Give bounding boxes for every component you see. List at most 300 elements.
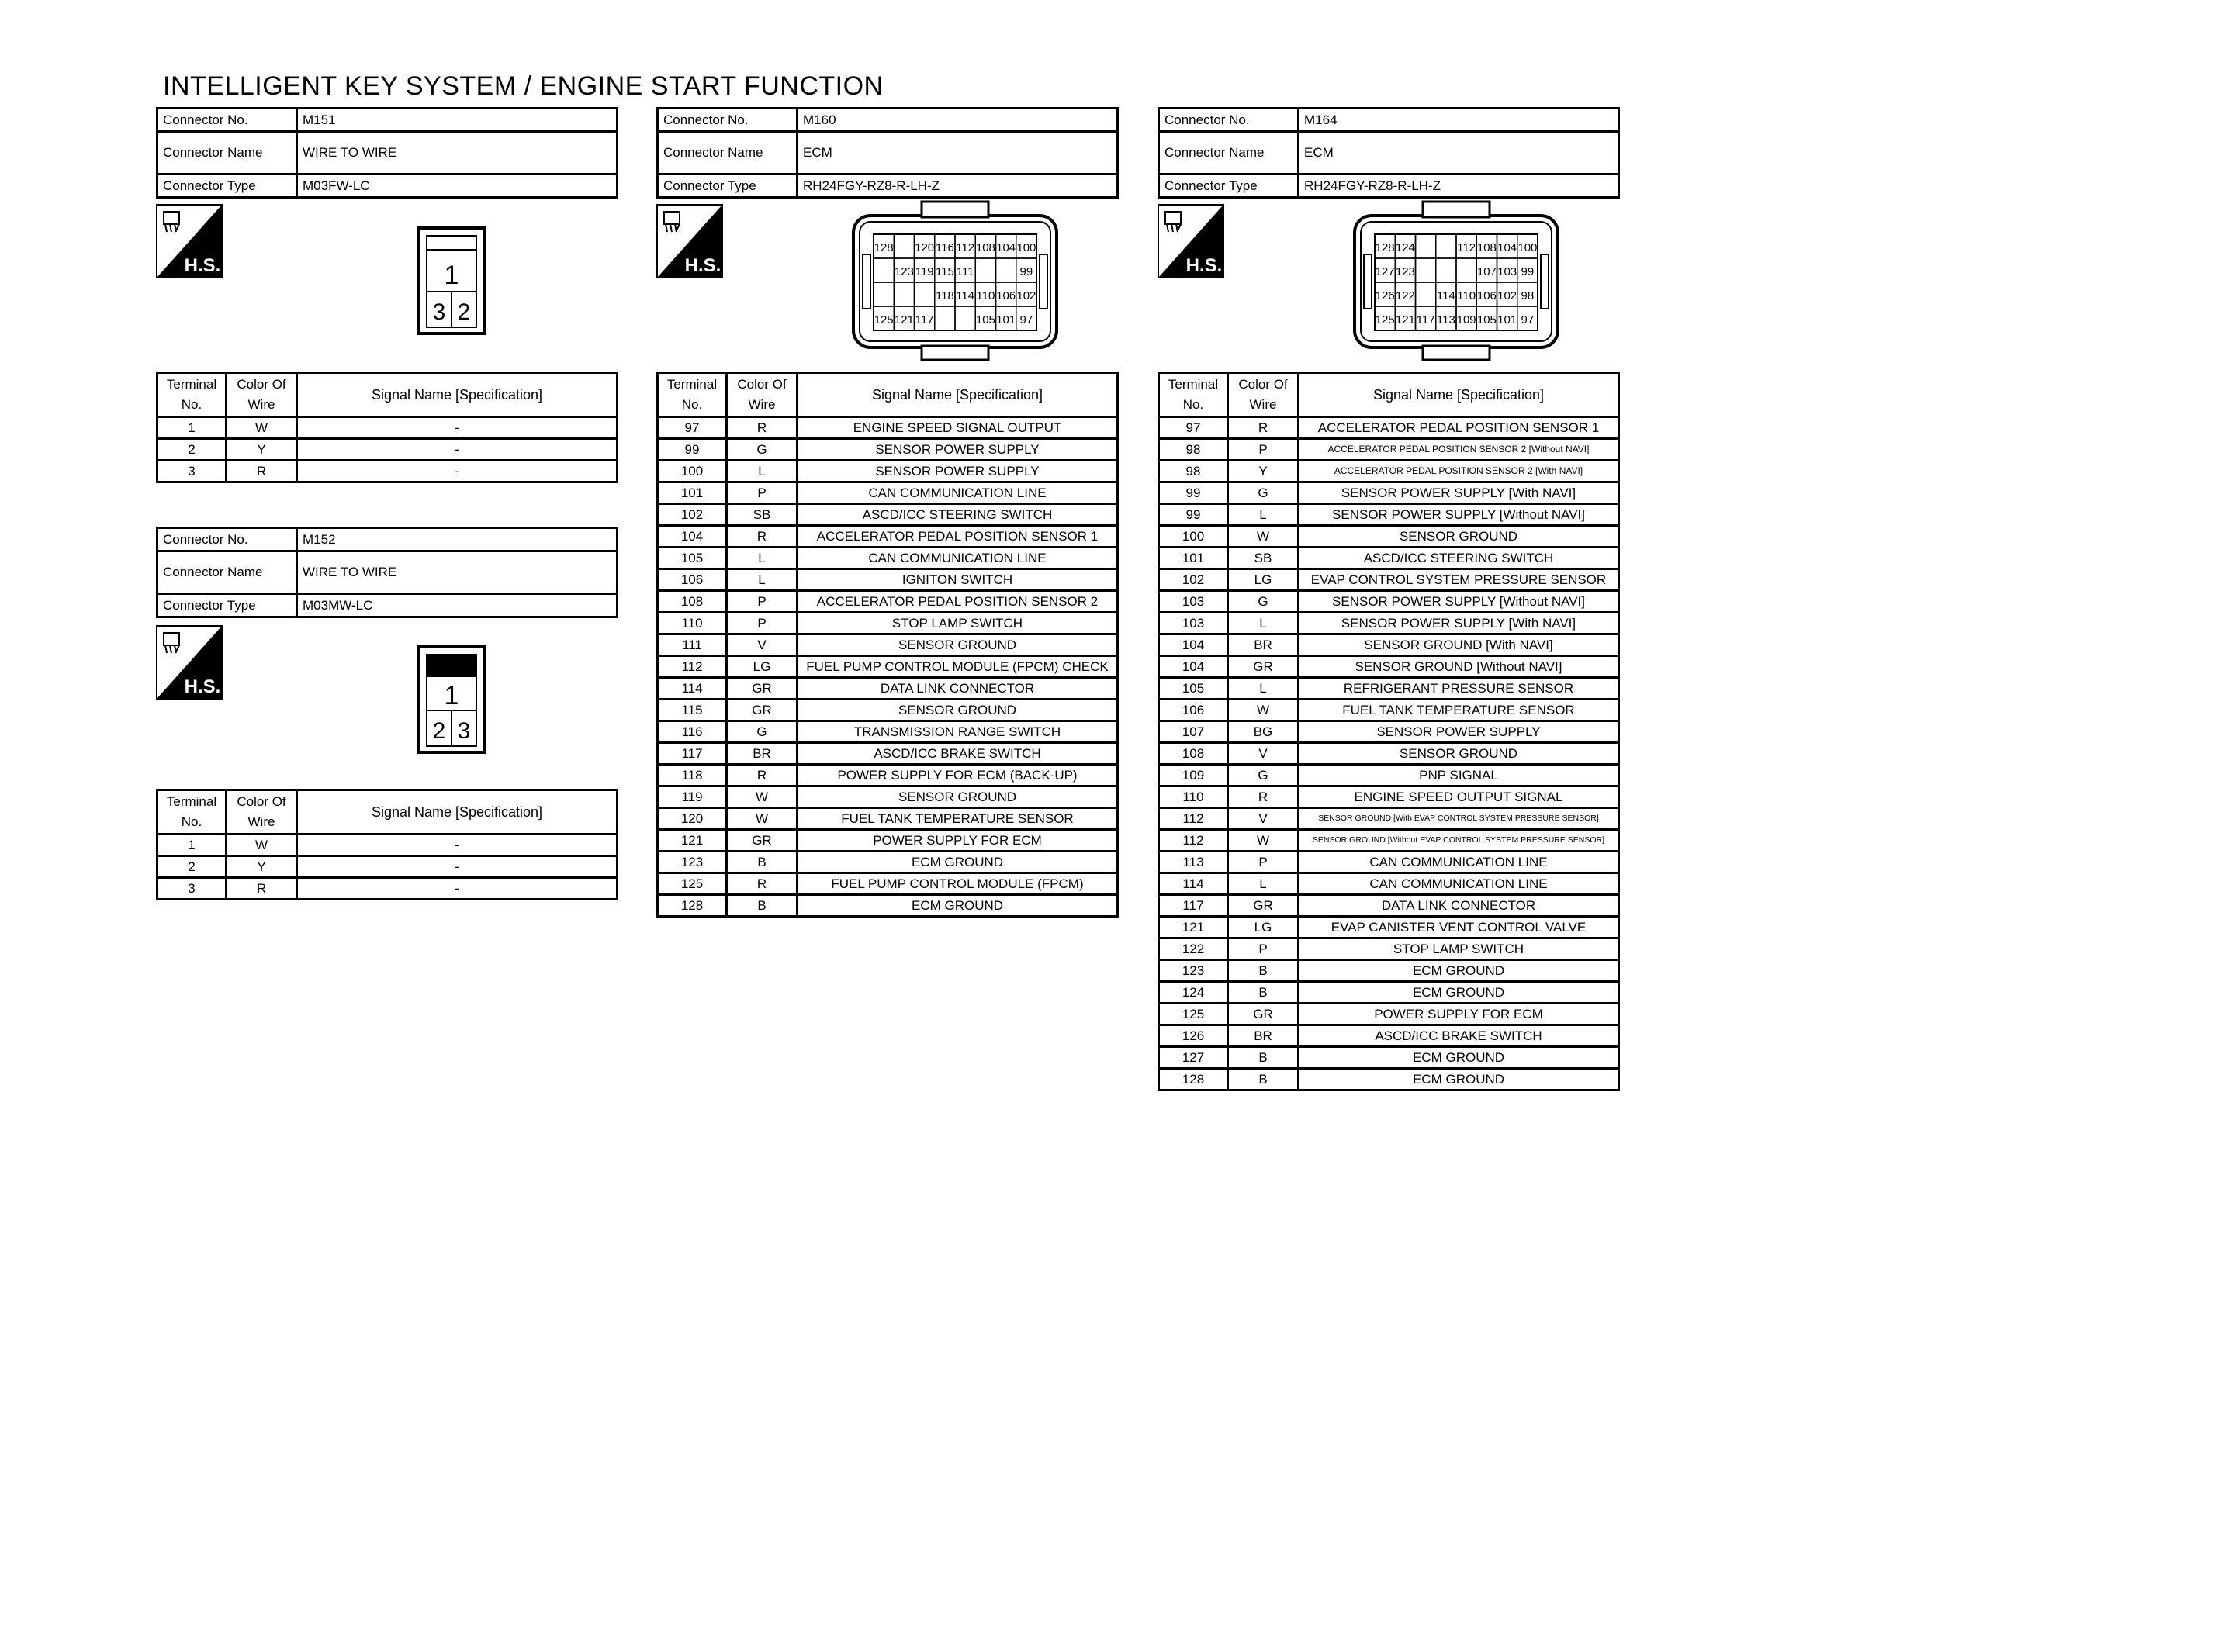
wire-color-cell: LG bbox=[1228, 917, 1299, 938]
terminal-no-cell: 104 bbox=[1159, 634, 1228, 656]
terminal-no-cell: 99 bbox=[658, 439, 727, 461]
wire-color-cell: R bbox=[727, 873, 798, 895]
wire-color-cell: L bbox=[1228, 873, 1299, 895]
connector-no-label: Connector No. bbox=[658, 109, 798, 132]
signal-name-cell: SENSOR POWER SUPPLY [With NAVI] bbox=[1299, 613, 1619, 634]
connector-name-value: ECM bbox=[798, 132, 1118, 175]
table-row bbox=[1159, 765, 1619, 786]
table-row bbox=[1159, 417, 1619, 439]
signal-name-cell: SENSOR GROUND [Without NAVI] bbox=[1299, 656, 1619, 678]
table-row bbox=[658, 830, 1118, 852]
signal-name-cell: SENSOR POWER SUPPLY [Without NAVI] bbox=[1299, 504, 1619, 526]
terminal-no-cell: 117 bbox=[658, 743, 727, 765]
signal-name-cell: - bbox=[297, 878, 618, 900]
terminal-no-cell: 105 bbox=[658, 548, 727, 569]
pin-label: 108 bbox=[1476, 241, 1497, 254]
terminal-no-cell: 114 bbox=[1159, 873, 1228, 895]
wire-color-cell: GR bbox=[727, 678, 798, 700]
terminal-no-cell: 108 bbox=[1159, 743, 1228, 765]
signal-name-cell: PNP SIGNAL bbox=[1299, 765, 1619, 786]
terminal-no-cell: 103 bbox=[1159, 613, 1228, 634]
pin-label: 104 bbox=[1497, 241, 1517, 254]
terminal-no-cell: 125 bbox=[658, 873, 727, 895]
wire-color-header: Color Of Wire bbox=[227, 790, 297, 835]
signal-name-cell: FUEL PUMP CONTROL MODULE (FPCM) bbox=[798, 873, 1118, 895]
table-row bbox=[1159, 482, 1619, 504]
table-row bbox=[1159, 982, 1619, 1004]
terminal-no-cell: 128 bbox=[658, 895, 727, 917]
terminal-no-cell: 121 bbox=[658, 830, 727, 852]
hs-badge-text: H.S. bbox=[184, 676, 221, 697]
pin-label: 102 bbox=[1016, 289, 1036, 302]
signal-name-cell: EVAP CANISTER VENT CONTROL VALVE bbox=[1299, 917, 1619, 938]
terminal-table-m151 bbox=[156, 372, 618, 483]
pin-label: 111 bbox=[956, 265, 974, 278]
pin-label: 105 bbox=[975, 313, 995, 327]
pin-label: 117 bbox=[915, 313, 934, 327]
signal-name-cell: SENSOR POWER SUPPLY bbox=[798, 439, 1118, 461]
harness-side-icon bbox=[156, 625, 223, 700]
pin-label: 1 bbox=[444, 681, 459, 710]
terminal-no-cell: 106 bbox=[1159, 700, 1228, 721]
wire-color-cell: V bbox=[727, 634, 798, 656]
table-row bbox=[157, 439, 618, 461]
terminal-no-cell: 106 bbox=[658, 569, 727, 591]
wire-color-cell: G bbox=[1228, 765, 1299, 786]
pin-label: 108 bbox=[975, 241, 995, 254]
pin-label: 103 bbox=[1497, 265, 1517, 278]
wire-color-cell: GR bbox=[727, 700, 798, 721]
signal-name-cell: TRANSMISSION RANGE SWITCH bbox=[798, 721, 1118, 743]
table-row bbox=[658, 873, 1118, 895]
pin-label: 97 bbox=[1019, 313, 1033, 327]
signal-name-cell: SENSOR POWER SUPPLY bbox=[1299, 721, 1619, 743]
terminal-no-cell: 98 bbox=[1159, 439, 1228, 461]
wire-color-cell: BR bbox=[727, 743, 798, 765]
wire-color-cell: L bbox=[1228, 504, 1299, 526]
pin-label: 110 bbox=[1457, 289, 1476, 302]
terminal-no-cell: 128 bbox=[1159, 1069, 1228, 1090]
pin-label: 2 bbox=[457, 299, 471, 325]
signal-name-cell: SENSOR GROUND bbox=[798, 634, 1118, 656]
hs-badge-text: H.S. bbox=[1185, 255, 1223, 276]
signal-name-cell: FUEL TANK TEMPERATURE SENSOR bbox=[798, 808, 1118, 830]
table-row bbox=[658, 569, 1118, 591]
terminal-no-cell: 2 bbox=[157, 439, 227, 461]
table-row bbox=[658, 678, 1118, 700]
wire-color-cell: R bbox=[227, 878, 297, 900]
terminal-no-cell: 124 bbox=[1159, 982, 1228, 1004]
table-row bbox=[1159, 439, 1619, 461]
table-row bbox=[658, 721, 1118, 743]
signal-name-cell: ENGINE SPEED SIGNAL OUTPUT bbox=[798, 417, 1118, 439]
wire-color-cell: BR bbox=[1228, 634, 1299, 656]
pin-label: 112 bbox=[956, 241, 975, 254]
signal-name-cell: ECM GROUND bbox=[1299, 960, 1619, 982]
connector-info-m160 bbox=[656, 107, 1119, 199]
pin-label: 102 bbox=[1497, 289, 1517, 302]
table-row bbox=[658, 482, 1118, 504]
pin-label: 97 bbox=[1521, 313, 1535, 327]
table-row bbox=[658, 548, 1118, 569]
pin-label: 119 bbox=[915, 265, 934, 278]
wire-color-cell: R bbox=[727, 417, 798, 439]
signal-name-cell: ACCELERATOR PEDAL POSITION SENSOR 1 bbox=[798, 526, 1118, 548]
table-row bbox=[1159, 461, 1619, 482]
wire-color-cell: W bbox=[1228, 700, 1299, 721]
harness-side-icon bbox=[1158, 204, 1224, 278]
wire-color-cell: G bbox=[727, 439, 798, 461]
terminal-no-cell: 98 bbox=[1159, 461, 1228, 482]
wire-color-header: Color Of Wire bbox=[727, 373, 798, 417]
pin-label: 109 bbox=[1456, 313, 1476, 327]
pin-label: 100 bbox=[1517, 241, 1538, 254]
terminal-no-cell: 109 bbox=[1159, 765, 1228, 786]
pin-label: 99 bbox=[1019, 265, 1033, 278]
terminal-table-m160 bbox=[656, 372, 1119, 918]
signal-name-cell: REFRIGERANT PRESSURE SENSOR bbox=[1299, 678, 1619, 700]
signal-name-cell: ASCD/ICC STEERING SWITCH bbox=[798, 504, 1118, 526]
pin-label: 116 bbox=[935, 241, 954, 254]
signal-name-cell: POWER SUPPLY FOR ECM bbox=[798, 830, 1118, 852]
signal-name-cell: POWER SUPPLY FOR ECM bbox=[1299, 1004, 1619, 1025]
pin-label: 115 bbox=[935, 265, 954, 278]
terminal-no-cell: 119 bbox=[658, 786, 727, 808]
pin-label: 122 bbox=[1395, 289, 1415, 302]
table-row bbox=[658, 895, 1118, 917]
table-row bbox=[157, 461, 618, 482]
pin-label: 101 bbox=[1497, 313, 1517, 327]
connector-type-label: Connector Type bbox=[157, 594, 297, 617]
terminal-no-cell: 108 bbox=[658, 591, 727, 613]
wire-color-cell: B bbox=[1228, 960, 1299, 982]
terminal-no-header: Terminal No. bbox=[157, 373, 227, 417]
signal-name-cell: DATA LINK CONNECTOR bbox=[798, 678, 1118, 700]
wire-color-cell: V bbox=[1228, 808, 1299, 830]
table-row bbox=[658, 504, 1118, 526]
wire-color-cell: B bbox=[727, 895, 798, 917]
connector-no-label: Connector No. bbox=[157, 528, 297, 551]
wire-color-cell: Y bbox=[227, 856, 297, 878]
table-row bbox=[658, 634, 1118, 656]
table-row bbox=[1159, 917, 1619, 938]
harness-side-icon bbox=[156, 204, 223, 278]
signal-name-cell: SENSOR GROUND bbox=[798, 700, 1118, 721]
pin-label: 120 bbox=[915, 241, 935, 254]
connector-face-m152 bbox=[417, 645, 486, 754]
hs-badge-text: H.S. bbox=[684, 255, 722, 276]
connector-face-m164 bbox=[1348, 200, 1564, 361]
wire-color-cell: L bbox=[727, 461, 798, 482]
signal-name-cell: DATA LINK CONNECTOR bbox=[1299, 895, 1619, 917]
wire-color-header: Color Of Wire bbox=[227, 373, 297, 417]
wire-color-cell: P bbox=[727, 482, 798, 504]
terminal-no-cell: 115 bbox=[658, 700, 727, 721]
terminal-no-cell: 126 bbox=[1159, 1025, 1228, 1047]
table-row bbox=[658, 743, 1118, 765]
wire-color-cell: GR bbox=[1228, 656, 1299, 678]
signal-name-cell: - bbox=[297, 439, 618, 461]
table-row bbox=[1159, 852, 1619, 873]
table-row bbox=[1159, 1069, 1619, 1090]
wire-color-cell: G bbox=[1228, 482, 1299, 504]
terminal-no-cell: 100 bbox=[1159, 526, 1228, 548]
terminal-no-cell: 103 bbox=[1159, 591, 1228, 613]
table-row bbox=[658, 852, 1118, 873]
wire-color-cell: R bbox=[727, 765, 798, 786]
wire-color-cell: BG bbox=[1228, 721, 1299, 743]
signal-name-cell: SENSOR POWER SUPPLY bbox=[798, 461, 1118, 482]
connector-no-value: M151 bbox=[297, 109, 618, 132]
pin-label: 113 bbox=[1436, 313, 1455, 327]
wire-color-cell: W bbox=[727, 786, 798, 808]
table-row bbox=[1159, 873, 1619, 895]
signal-name-cell: ECM GROUND bbox=[798, 852, 1118, 873]
wire-color-cell: P bbox=[1228, 439, 1299, 461]
signal-name-cell: SENSOR POWER SUPPLY [With NAVI] bbox=[1299, 482, 1619, 504]
signal-name-cell: STOP LAMP SWITCH bbox=[798, 613, 1118, 634]
terminal-no-cell: 111 bbox=[658, 634, 727, 656]
terminal-no-cell: 107 bbox=[1159, 721, 1228, 743]
signal-name-cell: ECM GROUND bbox=[1299, 1047, 1619, 1069]
signal-name-cell: CAN COMMUNICATION LINE bbox=[1299, 873, 1619, 895]
connector-type-value: RH24FGY-RZ8-R-LH-Z bbox=[798, 175, 1118, 198]
pin-label: 117 bbox=[1416, 313, 1435, 327]
terminal-no-cell: 99 bbox=[1159, 504, 1228, 526]
table-row bbox=[157, 856, 618, 878]
terminal-no-cell: 97 bbox=[658, 417, 727, 439]
wire-color-cell: SB bbox=[727, 504, 798, 526]
pin-label: 124 bbox=[1395, 241, 1415, 254]
connector-type-value: M03MW-LC bbox=[297, 594, 618, 617]
signal-name-cell: SENSOR GROUND [With EVAP CONTROL SYSTEM PRESSURE SENSOR] bbox=[1299, 808, 1619, 830]
table-row bbox=[157, 878, 618, 900]
signal-name-cell: SENSOR GROUND bbox=[798, 786, 1118, 808]
signal-name-header: Signal Name [Specification] bbox=[1299, 373, 1619, 417]
pin-label: 3 bbox=[432, 299, 446, 325]
wire-color-cell: P bbox=[727, 613, 798, 634]
signal-name-cell: ECM GROUND bbox=[1299, 982, 1619, 1004]
terminal-no-cell: 100 bbox=[658, 461, 727, 482]
table-row bbox=[1159, 721, 1619, 743]
wire-color-cell: L bbox=[727, 569, 798, 591]
table-row bbox=[157, 417, 618, 439]
connector-info-m164 bbox=[1158, 107, 1620, 199]
pin-label: 126 bbox=[1375, 289, 1395, 302]
connector-no-value: M152 bbox=[297, 528, 618, 551]
signal-name-cell: ENGINE SPEED OUTPUT SIGNAL bbox=[1299, 786, 1619, 808]
signal-name-cell: SENSOR POWER SUPPLY [Without NAVI] bbox=[1299, 591, 1619, 613]
pin-label: 114 bbox=[956, 289, 975, 302]
signal-name-cell: - bbox=[297, 856, 618, 878]
terminal-no-cell: 110 bbox=[1159, 786, 1228, 808]
table-row bbox=[1159, 700, 1619, 721]
wire-color-cell: LG bbox=[1228, 569, 1299, 591]
connector-type-label: Connector Type bbox=[658, 175, 798, 198]
terminal-no-cell: 113 bbox=[1159, 852, 1228, 873]
wire-color-cell: P bbox=[727, 591, 798, 613]
terminal-no-cell: 123 bbox=[1159, 960, 1228, 982]
terminal-no-cell: 120 bbox=[658, 808, 727, 830]
table-row bbox=[1159, 743, 1619, 765]
wire-color-cell: L bbox=[727, 548, 798, 569]
terminal-no-cell: 112 bbox=[658, 656, 727, 678]
table-row bbox=[1159, 591, 1619, 613]
connector-info-m151 bbox=[156, 107, 618, 199]
terminal-no-cell: 112 bbox=[1159, 830, 1228, 852]
signal-name-cell: ASCD/ICC STEERING SWITCH bbox=[1299, 548, 1619, 569]
table-row bbox=[1159, 678, 1619, 700]
wire-color-cell: Y bbox=[227, 439, 297, 461]
table-row bbox=[1159, 656, 1619, 678]
connector-type-value: M03FW-LC bbox=[297, 175, 618, 198]
pin-label: 128 bbox=[874, 241, 894, 254]
table-row bbox=[658, 417, 1118, 439]
signal-name-cell: SENSOR GROUND [With NAVI] bbox=[1299, 634, 1619, 656]
terminal-no-cell: 116 bbox=[658, 721, 727, 743]
table-row bbox=[157, 835, 618, 856]
terminal-no-cell: 112 bbox=[1159, 808, 1228, 830]
signal-name-cell: ASCD/ICC BRAKE SWITCH bbox=[1299, 1025, 1619, 1047]
table-row bbox=[1159, 504, 1619, 526]
pin-label: 127 bbox=[1375, 265, 1395, 278]
signal-name-cell: ASCD/ICC BRAKE SWITCH bbox=[798, 743, 1118, 765]
pin-label: 118 bbox=[935, 289, 954, 302]
signal-name-cell: POWER SUPPLY FOR ECM (BACK-UP) bbox=[798, 765, 1118, 786]
harness-side-icon bbox=[656, 204, 723, 278]
terminal-no-cell: 127 bbox=[1159, 1047, 1228, 1069]
table-row bbox=[658, 765, 1118, 786]
signal-name-cell: EVAP CONTROL SYSTEM PRESSURE SENSOR bbox=[1299, 569, 1619, 591]
table-row bbox=[658, 439, 1118, 461]
signal-name-cell: CAN COMMUNICATION LINE bbox=[798, 482, 1118, 504]
pin-label: 121 bbox=[894, 313, 914, 327]
pin-label: 125 bbox=[1375, 313, 1395, 327]
terminal-no-cell: 101 bbox=[658, 482, 727, 504]
signal-name-cell: ECM GROUND bbox=[798, 895, 1118, 917]
wire-color-cell: R bbox=[1228, 417, 1299, 439]
terminal-no-cell: 101 bbox=[1159, 548, 1228, 569]
table-row bbox=[658, 700, 1118, 721]
terminal-no-cell: 122 bbox=[1159, 938, 1228, 960]
pin-label: 104 bbox=[996, 241, 1016, 254]
pin-label: 128 bbox=[1375, 241, 1395, 254]
signal-name-cell: SENSOR GROUND bbox=[1299, 526, 1619, 548]
wire-color-cell: G bbox=[727, 721, 798, 743]
wire-color-cell: BR bbox=[1228, 1025, 1299, 1047]
terminal-no-cell: 3 bbox=[157, 461, 227, 482]
signal-name-header: Signal Name [Specification] bbox=[798, 373, 1118, 417]
wire-color-cell: LG bbox=[727, 656, 798, 678]
connector-face-m151 bbox=[417, 226, 486, 335]
signal-name-cell: FUEL PUMP CONTROL MODULE (FPCM) CHECK bbox=[798, 656, 1118, 678]
table-row bbox=[658, 808, 1118, 830]
terminal-no-cell: 123 bbox=[658, 852, 727, 873]
table-row bbox=[1159, 830, 1619, 852]
table-row bbox=[1159, 526, 1619, 548]
pin-label: 101 bbox=[996, 313, 1016, 327]
terminal-no-cell: 118 bbox=[658, 765, 727, 786]
table-row bbox=[658, 591, 1118, 613]
wire-color-cell: G bbox=[1228, 591, 1299, 613]
signal-name-cell: ACCELERATOR PEDAL POSITION SENSOR 2 [With NAVI] bbox=[1299, 461, 1619, 482]
pin-label: 107 bbox=[1476, 265, 1497, 278]
wire-color-cell: L bbox=[1228, 678, 1299, 700]
table-row bbox=[1159, 1047, 1619, 1069]
table-row bbox=[1159, 1004, 1619, 1025]
wire-color-cell: W bbox=[227, 417, 297, 439]
wire-color-cell: GR bbox=[727, 830, 798, 852]
terminal-no-cell: 125 bbox=[1159, 1004, 1228, 1025]
terminal-no-cell: 104 bbox=[1159, 656, 1228, 678]
signal-name-cell: - bbox=[297, 461, 618, 482]
signal-name-cell: ACCELERATOR PEDAL POSITION SENSOR 2 [Without NAVI] bbox=[1299, 439, 1619, 461]
signal-name-cell: SENSOR GROUND bbox=[1299, 743, 1619, 765]
table-row bbox=[1159, 938, 1619, 960]
connector-name-label: Connector Name bbox=[157, 551, 297, 594]
terminal-no-cell: 97 bbox=[1159, 417, 1228, 439]
wire-color-cell: R bbox=[727, 526, 798, 548]
wire-color-cell: B bbox=[1228, 1069, 1299, 1090]
connector-name-label: Connector Name bbox=[1159, 132, 1299, 175]
pin-label: 110 bbox=[976, 289, 995, 302]
connector-type-label: Connector Type bbox=[1159, 175, 1299, 198]
pin-label: 3 bbox=[457, 718, 471, 744]
pin-label: 121 bbox=[1395, 313, 1415, 327]
terminal-no-cell: 114 bbox=[658, 678, 727, 700]
terminal-no-header: Terminal No. bbox=[658, 373, 727, 417]
terminal-table-m152 bbox=[156, 789, 618, 900]
connector-name-label: Connector Name bbox=[157, 132, 297, 175]
signal-name-cell: - bbox=[297, 417, 618, 439]
table-row bbox=[1159, 808, 1619, 830]
connector-face-m160 bbox=[847, 200, 1063, 361]
pin-label: 114 bbox=[1436, 289, 1455, 302]
terminal-no-cell: 104 bbox=[658, 526, 727, 548]
hs-badge-text: H.S. bbox=[184, 255, 221, 276]
signal-name-cell: ACCELERATOR PEDAL POSITION SENSOR 2 bbox=[798, 591, 1118, 613]
table-row bbox=[658, 656, 1118, 678]
signal-name-cell: ECM GROUND bbox=[1299, 1069, 1619, 1090]
table-row bbox=[1159, 569, 1619, 591]
terminal-no-cell: 102 bbox=[658, 504, 727, 526]
table-row bbox=[658, 786, 1118, 808]
wire-color-cell: GR bbox=[1228, 895, 1299, 917]
wire-color-cell: L bbox=[1228, 613, 1299, 634]
terminal-table-m164 bbox=[1158, 372, 1620, 1091]
signal-name-cell: ACCELERATOR PEDAL POSITION SENSOR 1 bbox=[1299, 417, 1619, 439]
signal-name-cell: CAN COMMUNICATION LINE bbox=[1299, 852, 1619, 873]
terminal-no-cell: 105 bbox=[1159, 678, 1228, 700]
table-row bbox=[658, 526, 1118, 548]
connector-no-label: Connector No. bbox=[157, 109, 297, 132]
page-title: INTELLIGENT KEY SYSTEM / ENGINE START FUNCTION bbox=[163, 71, 884, 101]
wire-color-cell: B bbox=[727, 852, 798, 873]
wire-color-cell: GR bbox=[1228, 1004, 1299, 1025]
wire-color-cell: SB bbox=[1228, 548, 1299, 569]
terminal-no-cell: 1 bbox=[157, 835, 227, 856]
connector-info-m152 bbox=[156, 527, 618, 618]
wire-color-cell: P bbox=[1228, 938, 1299, 960]
terminal-no-cell: 110 bbox=[658, 613, 727, 634]
pin-label: 112 bbox=[1457, 241, 1476, 254]
connector-type-label: Connector Type bbox=[157, 175, 297, 198]
pin-label: 106 bbox=[996, 289, 1016, 302]
table-row bbox=[1159, 548, 1619, 569]
table-row bbox=[1159, 786, 1619, 808]
signal-name-header: Signal Name [Specification] bbox=[297, 373, 618, 417]
pin-label: 1 bbox=[444, 261, 459, 290]
